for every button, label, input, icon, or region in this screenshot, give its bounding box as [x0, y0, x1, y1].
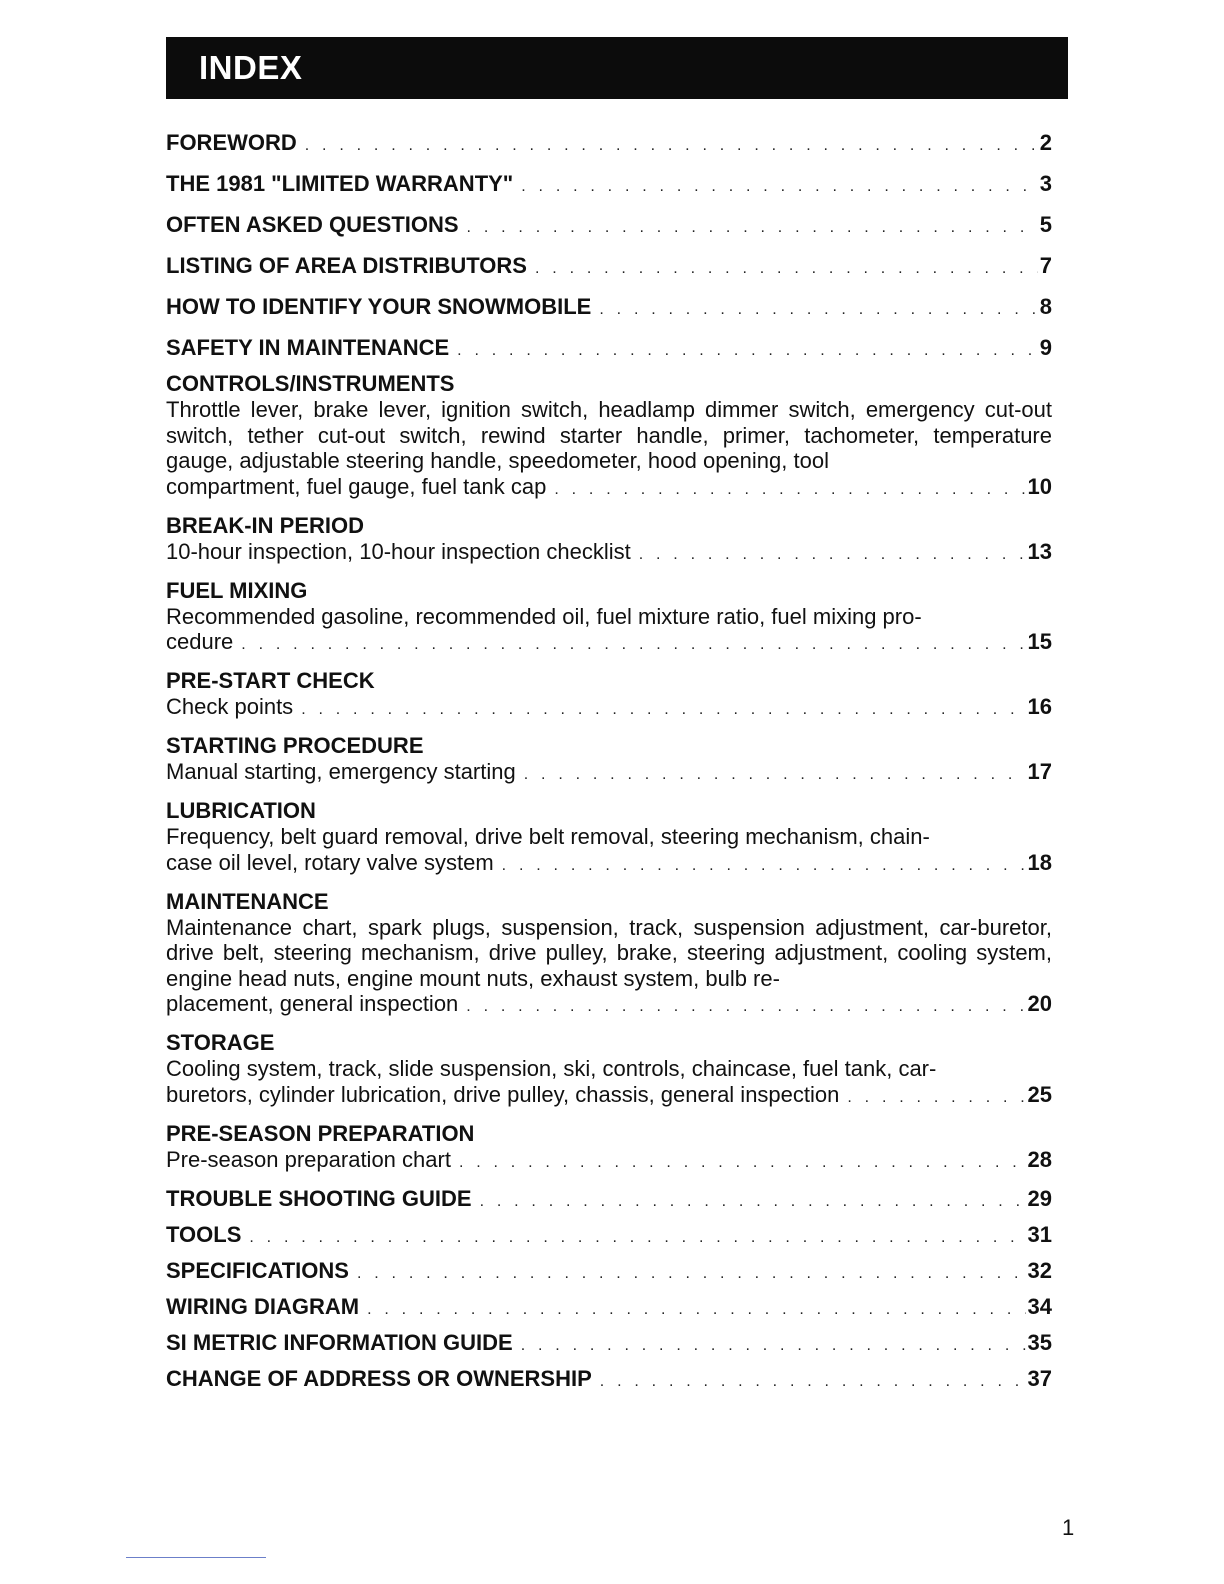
toc-entry-page: 17	[1027, 759, 1052, 784]
dot-leader	[459, 1150, 1026, 1176]
toc-entry-wiring-diagram[interactable]	[166, 1294, 1052, 1323]
toc-entry-page: 35	[1027, 1329, 1052, 1355]
toc-entry-safety[interactable]	[166, 335, 1052, 364]
toc-entry-controls[interactable]	[166, 371, 1052, 503]
toc-entry-questions[interactable]	[166, 212, 1052, 241]
toc-entry-page: 8	[1039, 294, 1052, 319]
toc-entry-pre-start[interactable]	[166, 668, 1052, 723]
dot-leader	[367, 1297, 1025, 1323]
toc-entry-title: SPECIFICATIONS	[166, 1257, 349, 1283]
toc-entry-trouble-shooting[interactable]	[166, 1186, 1052, 1215]
toc-entry-identify[interactable]	[166, 294, 1052, 323]
table-of-contents	[166, 130, 1052, 1402]
index-banner	[166, 37, 1068, 99]
dot-leader	[357, 1261, 1026, 1287]
toc-entry-page: 7	[1039, 253, 1052, 278]
toc-section-heading: MAINTENANCE	[166, 888, 329, 914]
dot-leader	[521, 1333, 1026, 1359]
dot-leader	[521, 174, 1038, 200]
toc-section-description-end: 10-hour inspection, 10-hour inspection checklist	[166, 538, 631, 564]
dot-leader	[466, 994, 1025, 1020]
toc-entry-page: 20	[1027, 991, 1052, 1016]
dot-leader	[457, 338, 1038, 364]
toc-entry-page: 9	[1039, 335, 1052, 360]
toc-entry-page: 34	[1027, 1293, 1052, 1319]
toc-entry-storage[interactable]	[166, 1030, 1052, 1111]
toc-entry-fuel-mixing[interactable]	[166, 578, 1052, 659]
toc-entry-page: 2	[1039, 130, 1052, 155]
toc-section-heading: BREAK-IN PERIOD	[166, 512, 365, 538]
index-title: INDEX	[199, 49, 303, 86]
toc-section-description: Maintenance chart, spark plugs, suspension, track, suspension adjustment, car-buretor, drive belt, steering mechanism, drive pulley, brake, steering adjustment, cooling system, engine head nuts, engine mount nuts, exhaust system, bulb re-	[166, 914, 1052, 991]
dot-leader	[301, 697, 1025, 723]
toc-section-description-end: Pre-season preparation chart	[166, 1146, 451, 1172]
dot-leader	[524, 762, 1026, 788]
toc-entry-tools[interactable]	[166, 1222, 1052, 1251]
toc-section-description-end: Check points	[166, 694, 294, 719]
toc-section-heading: CONTROLS/INSTRUMENTS	[166, 371, 455, 396]
dot-leader	[600, 1369, 1026, 1395]
toc-section-heading: STORAGE	[166, 1030, 275, 1055]
toc-entry-warranty[interactable]	[166, 171, 1052, 200]
toc-entry-page: 18	[1027, 849, 1052, 875]
toc-entry-page: 32	[1027, 1257, 1052, 1283]
dot-leader	[305, 133, 1038, 159]
toc-section-description-end: compartment, fuel gauge, fuel tank cap	[166, 473, 547, 499]
toc-entry-change-of-address[interactable]	[166, 1366, 1052, 1395]
toc-entry-page: 28	[1027, 1146, 1052, 1172]
dot-leader	[241, 632, 1025, 658]
toc-entry-title: HOW TO IDENTIFY YOUR SNOWMOBILE	[166, 294, 592, 319]
toc-entry-maintenance[interactable]	[166, 889, 1052, 1021]
toc-section-description-end: placement, general inspection	[166, 991, 459, 1016]
toc-entry-page: 10	[1027, 473, 1052, 499]
toc-entry-page: 3	[1039, 171, 1052, 196]
footer-rule	[126, 1557, 266, 1558]
toc-entry-specifications[interactable]	[166, 1258, 1052, 1287]
toc-entry-pre-season[interactable]	[166, 1121, 1052, 1176]
toc-section-description-end: buretors, cylinder lubrication, drive pulley, chassis, general inspection	[166, 1081, 840, 1107]
dot-leader	[249, 1225, 1025, 1251]
toc-entry-page: 31	[1027, 1221, 1052, 1247]
page-number: 1	[1062, 1515, 1075, 1540]
toc-entry-lubrication[interactable]	[166, 798, 1052, 879]
dot-leader	[535, 256, 1038, 282]
toc-section-heading: PRE-SEASON PREPARATION	[166, 1120, 475, 1146]
toc-entry-page: 16	[1027, 694, 1052, 719]
toc-entry-title: TOOLS	[166, 1221, 242, 1247]
toc-section-description: Throttle lever, brake lever, ignition switch, headlamp dimmer switch, emergency cut-out switch, tether cut-out switch, rewind starter handle, primer, tachometer, temperature gauge, adjustable steering handle, speedometer, hood opening, tool	[166, 397, 1052, 473]
dot-leader	[639, 542, 1026, 568]
toc-section-description-end: cedure	[166, 629, 234, 654]
toc-entry-page: 29	[1027, 1185, 1052, 1211]
toc-entry-title: WIRING DIAGRAM	[166, 1293, 360, 1319]
toc-section-heading: PRE-START CHECK	[166, 668, 375, 693]
dot-leader	[847, 1085, 1025, 1111]
toc-entry-title: SI METRIC INFORMATION GUIDE	[166, 1329, 513, 1355]
toc-section-description: Cooling system, track, slide suspension, ski, controls, chaincase, fuel tank, car-	[166, 1056, 937, 1081]
toc-entry-page: 13	[1027, 538, 1052, 564]
dot-leader	[554, 477, 1025, 503]
toc-section-heading: LUBRICATION	[166, 798, 316, 823]
toc-entry-title: TROUBLE SHOOTING GUIDE	[166, 1185, 472, 1211]
dot-leader	[480, 1189, 1026, 1215]
toc-entry-title: SAFETY IN MAINTENANCE	[166, 335, 450, 360]
toc-entry-starting[interactable]	[166, 733, 1052, 788]
toc-entry-page: 5	[1039, 212, 1052, 237]
toc-section-description: Frequency, belt guard removal, drive belt removal, steering mechanism, chain-	[166, 824, 930, 849]
toc-entry-break-in[interactable]	[166, 513, 1052, 568]
toc-entry-page: 25	[1027, 1081, 1052, 1107]
toc-entry-page: 37	[1027, 1365, 1052, 1391]
toc-section-heading: FUEL MIXING	[166, 577, 308, 603]
dot-leader	[502, 853, 1026, 879]
toc-entry-title: CHANGE OF ADDRESS OR OWNERSHIP	[166, 1365, 592, 1391]
toc-entry-si-metric[interactable]	[166, 1330, 1052, 1359]
toc-entry-title: OFTEN ASKED QUESTIONS	[166, 212, 459, 237]
toc-entry-page: 15	[1027, 629, 1052, 654]
toc-section-description-end: Manual starting, emergency starting	[166, 759, 516, 784]
toc-section-description: Recommended gasoline, recommended oil, fuel mixture ratio, fuel mixing pro-	[166, 603, 922, 629]
toc-section-description-end: case oil level, rotary valve system	[166, 849, 494, 875]
dot-leader	[467, 215, 1038, 241]
toc-entry-title: LISTING OF AREA DISTRIBUTORS	[166, 253, 527, 278]
toc-section-heading: STARTING PROCEDURE	[166, 733, 424, 758]
dot-leader	[599, 297, 1037, 323]
toc-entry-title: FOREWORD	[166, 130, 297, 155]
toc-entry-title: THE 1981 "LIMITED WARRANTY"	[166, 171, 514, 196]
toc-entry-foreword[interactable]	[166, 130, 1052, 159]
toc-entry-distributors[interactable]	[166, 253, 1052, 282]
